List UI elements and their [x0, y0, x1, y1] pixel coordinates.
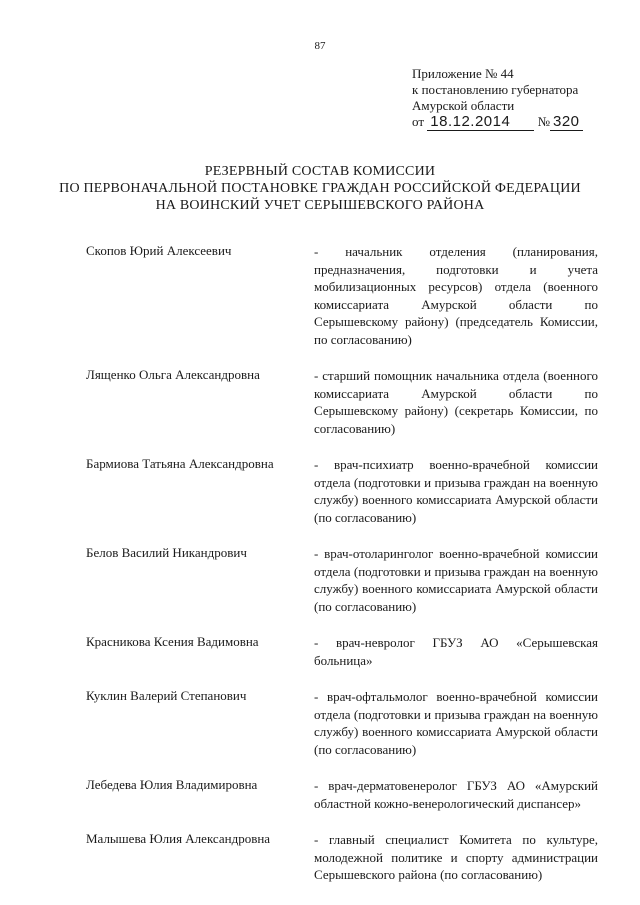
- member-role: - врач-офтальмолог военно-врачебной комиссии отдела (подготовки и призыва граждан на военную службу) военного комиссариата Амурской области (по согласованию): [314, 689, 598, 757]
- member-name: Куклин Валерий Степанович: [86, 688, 247, 703]
- member-row: [0, 777, 640, 812]
- member-name: Скопов Юрий Алексеевич: [86, 243, 232, 258]
- member-row: [0, 545, 640, 615]
- member-role: - главный специалист Комитета по культуре, молодежной политике и спорту администрации Серышевского района (по согласованию): [314, 832, 598, 882]
- member-role: - начальник отделения (планирования, предназначения, подготовки и учета мобилизационных ресурсов) отдела (военного комиссариата Амурской области по Серышевскому району) (председатель Комиссии, по согласованию): [314, 244, 598, 347]
- title-line: НА ВОИНСКИЙ УЧЕТ СЕРЫШЕВСКОГО РАЙОНА: [155, 198, 485, 213]
- appendix-line: Амурской области: [412, 98, 515, 113]
- members-list: [0, 243, 640, 884]
- member-name: Малышева Юлия Александровна: [86, 831, 271, 846]
- member-row: [0, 831, 640, 884]
- member-name: Красникова Ксения Вадимовна: [86, 634, 259, 649]
- member-name: Белов Василий Никандрович: [86, 545, 247, 560]
- title-line: ПО ПЕРВОНАЧАЛЬНОЙ ПОСТАНОВКЕ ГРАЖДАН РОССИЙСКОЙ ФЕДЕРАЦИИ: [59, 181, 581, 196]
- member-row: [0, 688, 640, 758]
- member-name: Лебедева Юлия Владимировна: [86, 777, 258, 792]
- appendix-line: Приложение № 44: [412, 66, 514, 81]
- member-role: - врач-невролог ГБУЗ АО «Серышевская больница»: [314, 635, 598, 668]
- member-role: - врач-дерматовенеролог ГБУЗ АО «Амурский областной кожно-венерологический диспансер»: [314, 778, 598, 811]
- document-date: 18.12.2014: [427, 113, 534, 131]
- member-name: Лященко Ольга Александровна: [86, 367, 260, 382]
- member-row: [0, 243, 640, 348]
- number-prefix: №: [537, 114, 550, 129]
- member-role: - старший помощник начальника отдела (военного комиссариата Амурской области по Серышевскому району) (секретарь Комиссии, по согласованию): [314, 368, 598, 436]
- appendix-date-line: [412, 114, 583, 130]
- date-prefix: от: [412, 114, 425, 129]
- member-role: - врач-отоларинголог военно-врачебной комиссии отдела (подготовки и призыва граждан на военную службу) военного комиссариата Амурской области (по согласованию): [314, 546, 598, 614]
- member-name: Бармиова Татьяна Александровна: [86, 456, 274, 471]
- member-role: - врач-психиатр военно-врачебной комиссии отдела (подготовки и призыва граждан на военную службу) военного комиссариата Амурской области (по согласованию): [314, 457, 598, 525]
- appendix-header: [412, 66, 583, 130]
- document-title: [0, 163, 640, 214]
- title-line: РЕЗЕРВНЫЙ СОСТАВ КОМИССИИ: [204, 164, 436, 179]
- member-row: [0, 456, 640, 526]
- page-number: 87: [314, 40, 326, 52]
- member-row: [0, 634, 640, 669]
- document-number: 320: [550, 113, 583, 131]
- member-row: [0, 367, 640, 437]
- appendix-line: к постановлению губернатора: [412, 82, 579, 97]
